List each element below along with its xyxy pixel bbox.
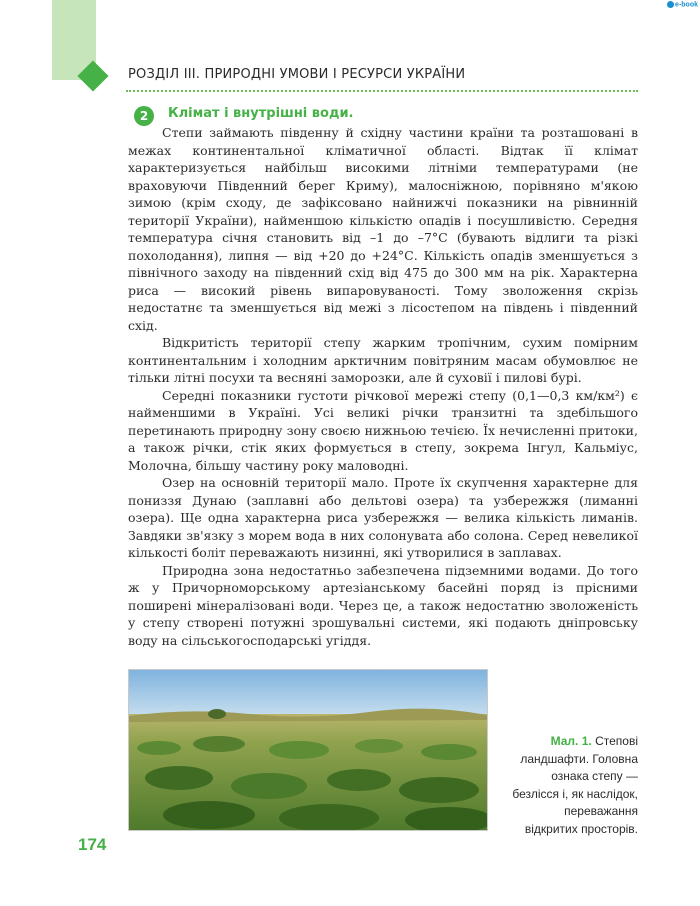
paragraph: Природна зона недостатньо забезпечена підземними водами. До того ж у Причорноморському артезіанському басейні поряд із прісними поширені мінералізовані води. Через це, а також недостатню зволоженість у степу створені потужні зрошувальні системи, які подають дніпровську воду на сільськогосподарські угіддя. bbox=[128, 562, 638, 648]
body-text bbox=[128, 124, 638, 649]
header-divider bbox=[126, 90, 638, 92]
figure-caption-text: Степові ландшафти. Головна ознака степу — безлісся і, як наслідок, переважання відкритих просторів. bbox=[512, 734, 638, 836]
section-number-badge: 2 bbox=[134, 106, 154, 126]
paragraph: Озер на основній території мало. Проте їх скупчення характерне для пониззя Дунаю (заплавні або дельтові озера) та узбережжя (лиманні озера). Ще одна характерна риса узбережжя — велика кількість лиманів. Завдяки зв'язку з морем вода в них солонувата або солона. Серед невеликої кількості боліт переважають низинні, які утворилися в заплавах. bbox=[128, 475, 638, 560]
paragraph: Середні показники густоти річкової мережі степу (0,1—0,3 км/км²) є найменшими в Україні. Усі великі річки транзитні та здебільшого перетинають природну зону своєю нижньою течією. Їх нечисленні притоки, а також річки, стік яких формується в степу, зокрема Інгул, Кальміус, Молочна, більшу частину року маловодні. bbox=[128, 387, 638, 473]
paragraph: Відкритість території степу жарким тропічним, сухим помірним континентальним і холодним арктичним повітряним масам обумовлює не тільки літні посухи та весняні заморозки, але й суховії і пилові бурі. bbox=[128, 335, 638, 385]
steppe-photo bbox=[128, 669, 488, 831]
page-number: 174 bbox=[78, 835, 107, 854]
brand-icon bbox=[667, 1, 674, 8]
chapter-title: РОЗДІЛ ІІІ. ПРИРОДНІ УМОВИ І РЕСУРСИ УКРАЇНИ bbox=[128, 67, 466, 82]
figure-label: Мал. 1. bbox=[550, 734, 592, 748]
figure-caption bbox=[508, 733, 638, 838]
brand-logo: e-book bbox=[667, 1, 698, 8]
section-title: Клімат і внутрішні води. bbox=[168, 106, 354, 121]
paragraph: Степи займають південну й східну частини країни та розташовані в межах континентальної кліматичної області. Відтак її клімат характеризується найбільш високими літніми температурами (не враховуючи Південний берег Криму), малосніжною, порівняно м'якою зимою (крім сходу, де зафіксовано найнижчі показники на рівнинній території України), найменшою кількістю опадів і посушливістю. Середня температура січня становить від –1 до –7°С (бувають відлиги та різкі похолодання), липня — від +20 до +24°С. Кількість опадів зменшується з північного заходу на південний схід від 475 до 300 мм на рік. Характерна риса — високий рівень випаровуваності. Тому зволоження скрізь недостатнє та зменшується від межі з лісостепом на південь і південний схід. bbox=[128, 125, 638, 333]
